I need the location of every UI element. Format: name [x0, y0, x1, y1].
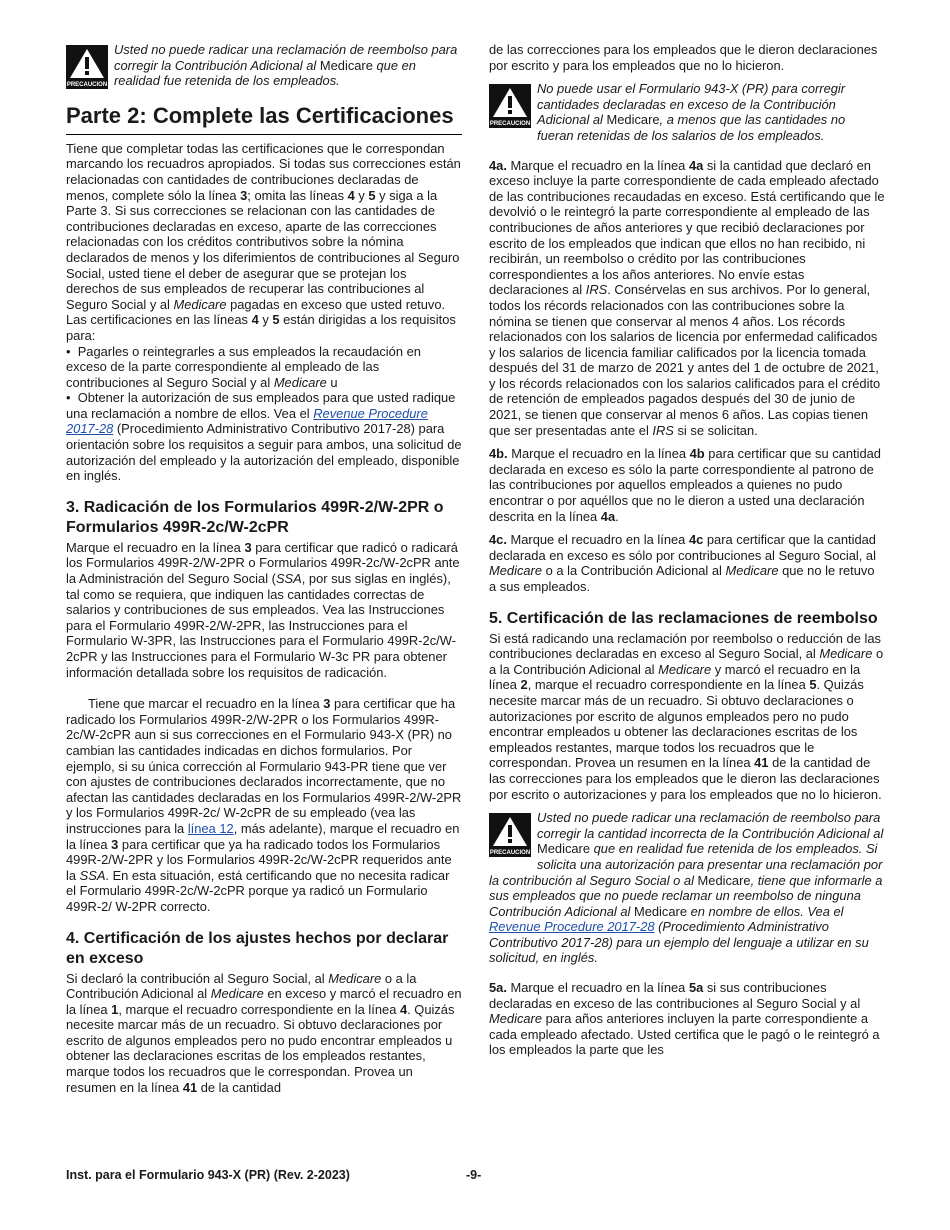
section-3-para-2: Tiene que marcar el recuadro en la línea 3 para certificar que ha radicado los Formularios 499R-2/W-2PR o los Formularios 499R-2c/W-2cPR aun si sus correcciones en el Formulario 943-X (PR) no cambian las cantidades indicadas en dichos formularios. Por ejemplo, si su única corrección al Formulario 943-PR tiene que ver con ajustes de contribuciones declarados incorrectamente, que no afectan las cantidades declaradas en los Formularios 499R-2/W-2PR y los Formularios 499R-2c/ W-2cPR de su empleado (vea las instrucciones para la línea 12, más adelante), marque el recuadro en la línea 3 para certificar que ya ha radicado todos los Formularios 499R-2/W-2PR y los Formularios 499R-2c/W-2cPR requeridos ante la SSA. En esta situación, está certificando que no necesita radicar el Formulario 499R-2c/W-2cPR porque ya radicó un Formulario 499R-2/ W-2PR correcto. — [66, 696, 462, 914]
line-4b-para: 4b. Marque el recuadro en la línea 4b para certificar que su cantidad declarada en exceso es sólo la parte correspondiente al patrono de las contribuciones por aquellos empleados a quienes no pudo encontrar o por aquéllos que no le dieron a usted una declaración descrita en la línea 4a. — [489, 446, 881, 524]
part2-intro: Tiene que completar todas las certificaciones que le correspondan marcando los recuadros apropiados. Si todas sus correcciones están relacionadas con cantidades de contribuciones declaradas de menos, complete sólo la línea 3; omita las líneas 4 y 5 y siga a la Parte 3. Si sus correcciones se relacionan con las cantidades de contribuciones declaradas en exceso, aparte de las correcciones relacionadas con los créditos contributivos sobre la nómina declarados de menos y los diferimientos de contribuciones al Seguro Social, usted tiene el deber de asegurar que se protejan los derechos de sus empleados de recuperar las contribuciones al Seguro Social y al Medicare pagadas en exceso que usted retuvo. Las certificaciones en las líneas 4 y 5 están dirigidas a los requisitos para: • Pagarles o reintegrarles a sus empleados la recaudación en exceso de la parte correspondiente al empleado de las contribuciones al Seguro Social y al Medicare u • Obtener la autorización de sus empleados para que usted radique una reclamación a nombre de ellos. Vea el Revenue Procedure 2017-28 (Procedimiento Administrativo Contributivo 2017-28) para orientación sobre los requisitos a seguir para ambos, una solicitud de autorización del empleado y la autorización del empleado, disponible en inglés. — [66, 140, 462, 484]
left-column — [66, 42, 462, 1103]
line-4c-para: 4c. Marque el recuadro en la línea 4c para certificar que la cantidad declarada en exceso es sólo por contribuciones al Seguro Social, al Medicare o a la Contribución Adicional al Medicare que no le retuvo a sus empleados. — [489, 532, 876, 594]
section-5-heading: 5. Certificación de las reclamaciones de reembolso — [489, 609, 878, 627]
caution-text: Usted no puede radicar una reclamación de reembolso para corregir la cantidad incorrecta de la Contribución Adicional al Medicare que en realidad fue retenida de los empleados. Si solicita una autorización para presentar una reclamación por la contribución al Seguro Social o al Medicare, tiene que informarle a sus empleados que no puede reclamar un reembolso de ninguna Contribución Adicional al Medicare en nombre de ellos. Vea el Revenue Procedure 2017-28 (Procedimiento Administrativo Contributivo 2017-28) para un ejemplo del lenguaje a utilizar en su solicitud, en inglés. — [489, 810, 884, 966]
caution-label: PRECAUCION — [66, 82, 108, 88]
revenue-procedure-link[interactable]: Revenue Procedure 2017-28 — [66, 405, 428, 437]
line-5a-para: 5a. Marque el recuadro en la línea 5a si sus contribuciones declaradas en exceso de las contribuciones al Seguro Social y al Medicare para años anteriores incluyen la parte correspondiente a cada empleado afectado. Usted certifica que le pagó o le reintegró a los empleados la parte que les — [489, 980, 880, 1058]
caution-warning-icon — [489, 813, 531, 857]
bullet-2: • Obtener la autorización de sus empleados para que usted radique una reclamación a nombre de ellos. Vea el Revenue Procedure 2017-28 (Procedimiento Administrativo Contributivo 2017-28) para orientación sobre los requisitos a seguir para ambos, una solicitud de autorización del empleado y la autorización del empleado, disponible en inglés. — [66, 390, 462, 484]
caution-note — [489, 81, 885, 143]
caution-label: PRECAUCION — [489, 121, 531, 128]
line-4a-para: 4a. Marque el recuadro en la línea 4a si la cantidad que declaró en exceso incluye la parte correspondiente de cada empleado afectado de las contribuciones recaudadas en exceso. Está certificando que le devolvió o le reintegró la parte correspondiente al empleado de las contribuciones de años anteriores y que recibió declaraciones por escrito de los empleados que indican que ellos no han recibido, ni recibirán, un reembolso o crédito por las contribuciones correspondientes a los años anteriores. No envíe estas declaraciones al IRS. Consérvelas en sus archivos. Por lo general, todos los récords relacionados con las contribuciones sobre la nómina se tienen que conservar al menos 4 años. Los récords relacionados con los salarios de licencia por enfermedad calificados y los salarios de licencia familiar calificados por la licencia tomada después del 31 de marzo de 2021 y antes del 1 de octubre de 2021, y los récords relacionados con los salarios calificados para el crédito de retención de empleados pagados después del 30 de junio de 2021, se tienen que conservar al menos 6 años. Las copias tienen que ser presentadas ante el IRS si se solicitan. — [489, 157, 885, 438]
right-column — [489, 42, 885, 1066]
caution-warning-icon — [489, 84, 531, 128]
caution-warning-icon — [66, 45, 108, 89]
section-4-continued: de las correcciones para los empleados que le dieron declaraciones por escrito y para los empleados que no lo hicieron. — [489, 42, 878, 73]
section-4-para: Si declaró la contribución al Seguro Social, al Medicare o a la Contribución Adicional al Medicare en exceso y marcó el recuadro en la línea 1, marque el recuadro correspondiente en la línea 4. Quizás necesite marcar más de un recuadro. Si obtuvo declaraciones por escrito de algunos empleados pero no pudo encontrar empleados u obtener las declaraciones escritas de los empleados restantes, marque todos los recuadros que le correspondan. Provea un resumen en la línea 41 de la cantidad — [66, 970, 462, 1095]
bullet-1: • Pagarles o reintegrarles a sus empleados la recaudación en exceso de la parte correspondiente al empleado de las contribuciones al Seguro Social y al Medicare u — [66, 343, 421, 390]
section-3-para-1: Marque el recuadro en la línea 3 para certificar que radicó o radicará los Formularios 499R-2/W-2PR o Formularios 499R-2c/W-2cPR ante la Administración del Seguro Social (SSA, por sus siglas en inglés), tal como se requiera, que indiquen las cantidades correctas de salarios y contribuciones de sus empleados. Vea las Instrucciones para el Formulario 499R-2/W-2PR, las Instrucciones para el Formulario W-3PR, las Instrucciones para el Formulario 499R-2c/W-2cPR y las Instrucciones para el Formulario W-3c PR para obtener información detallada sobre los requisitos de radicación. — [66, 539, 460, 680]
section-3-heading: 3. Radicación de los Formularios 499R-2/W-2PR o Formularios 499R-2c/W-2cPR — [66, 498, 444, 536]
page-number: -9- — [466, 1168, 482, 1182]
revenue-procedure-link[interactable]: Revenue Procedure 2017-28 — [489, 919, 655, 935]
caution-text: No puede usar el Formulario 943-X (PR) para corregir cantidades declaradas en exceso de la Contribución Adicional al Medicare, a menos que las cantidades no fueran retenidas de los salarios de los empleados. — [537, 81, 846, 143]
caution-note — [66, 42, 462, 89]
part2-title: Parte 2: Complete las Certificaciones — [66, 103, 462, 135]
line-12-link[interactable]: línea 12 — [187, 820, 234, 836]
caution-text: Usted no puede radicar una reclamación de reembolso para corregir la Contribución Adicional al Medicare que en realidad fue retenida de los empleados. — [114, 42, 458, 89]
section-4-heading: 4. Certificación de los ajustes hechos por declarar en exceso — [66, 929, 449, 967]
section-5-para: Si está radicando una reclamación por reembolso o reducción de las contribuciones declaradas en exceso al Seguro Social, al Medicare o a la Contribución Adicional al Medicare y marcó el recuadro en la línea 2, marque el recuadro correspondiente en la línea 5. Quizás necesite marcar más de un recuadro. Si obtuvo declaraciones o autorizaciones por escrito de algunos empleados pero no pudo encontrar empleados u obtener las declaraciones escritas de los empleados restantes, marque todos los recuadros que le correspondan. Provea un resumen en la línea 41 de la cantidad de las correcciones para los empleados que le dieron las declaraciones por escrito o autorizaciones y para los empleados que no lo hicieron. — [489, 630, 884, 802]
footer-form-title: Inst. para el Formulario 943-X (PR) (Rev. 2-2023) — [66, 1168, 350, 1182]
caution-label: PRECAUCION — [489, 850, 531, 857]
caution-note — [489, 810, 885, 966]
